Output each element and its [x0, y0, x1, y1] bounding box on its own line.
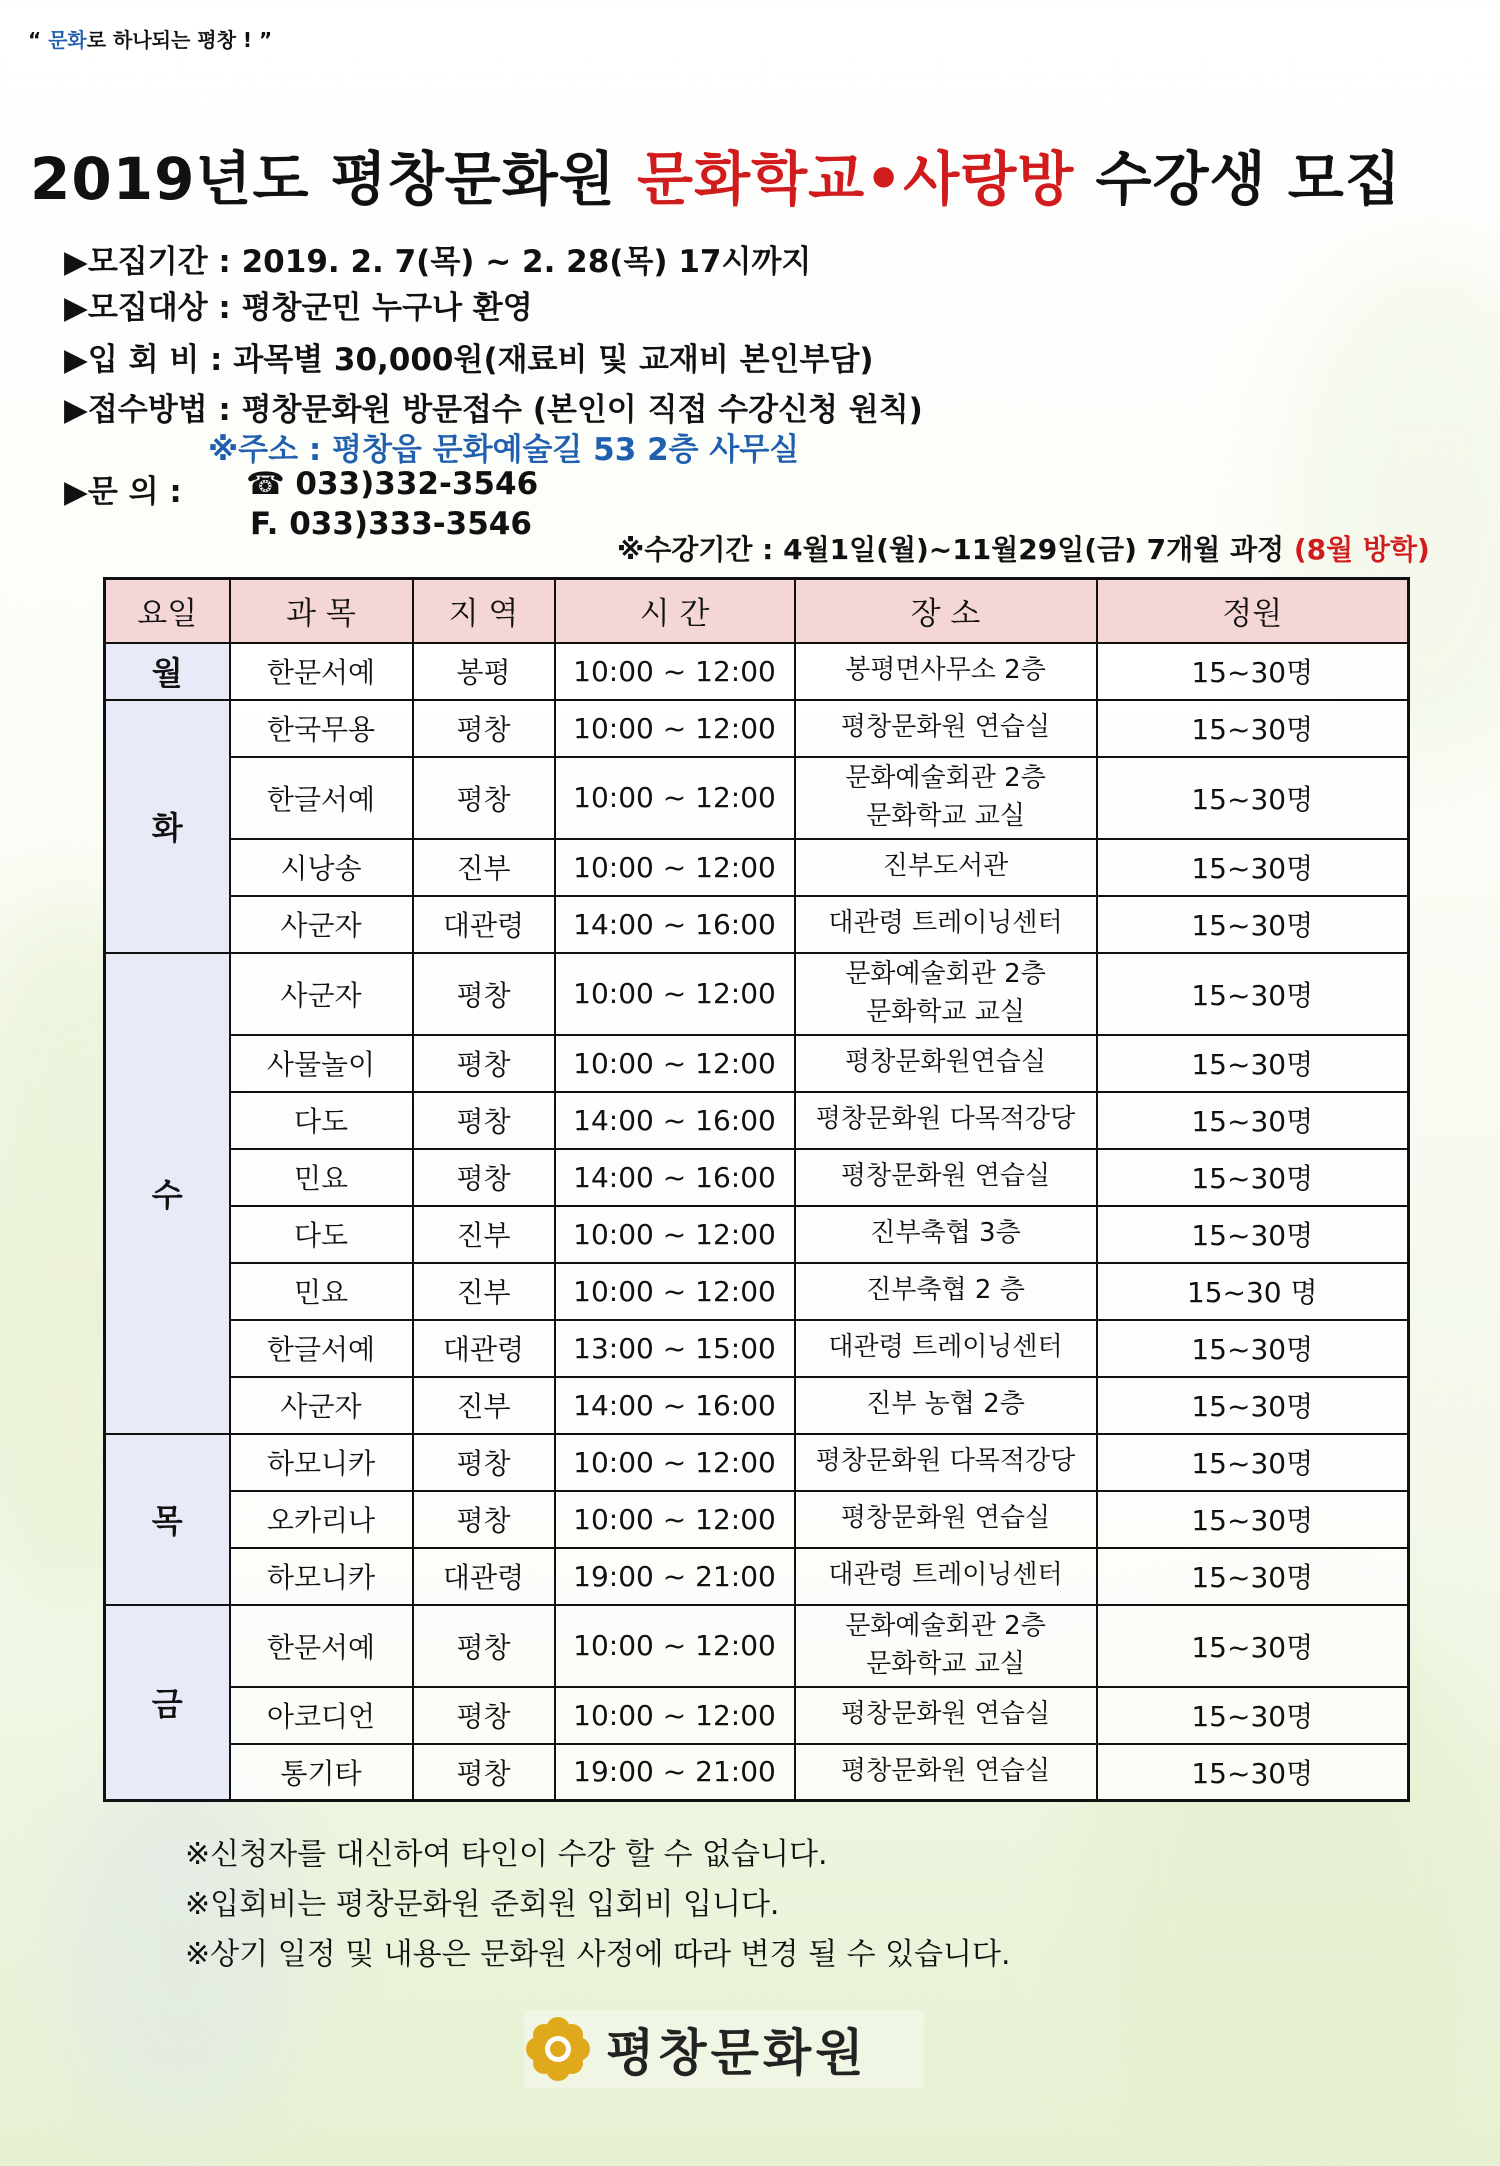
subject-cell: 사물놀이: [230, 1035, 413, 1092]
subject-cell: 하모니카: [230, 1548, 413, 1605]
subject-cell: 다도: [230, 1092, 413, 1149]
subject-cell: 다도: [230, 1206, 413, 1263]
column-header: 정원: [1097, 579, 1409, 643]
table-row: [105, 1491, 1409, 1548]
time-cell: 14:00 ~ 16:00: [555, 896, 795, 953]
capacity-cell: 15~30명: [1097, 953, 1409, 1035]
time-cell: 19:00 ~ 21:00: [555, 1744, 795, 1801]
region-cell: 진부: [413, 1377, 555, 1434]
day-cell: 수: [105, 953, 230, 1434]
time-cell: 14:00 ~ 16:00: [555, 1092, 795, 1149]
subject-cell: 사군자: [230, 953, 413, 1035]
vacation-note: (8월 방학): [1293, 533, 1430, 566]
schedule-table: [103, 577, 1410, 1802]
region-cell: 평창: [413, 757, 555, 839]
region-cell: 대관령: [413, 1320, 555, 1377]
capacity-cell: 15~30명: [1097, 700, 1409, 757]
table-row: [105, 1434, 1409, 1491]
subject-cell: 하모니카: [230, 1434, 413, 1491]
place-cell: 평창문화원 연습실: [795, 1744, 1097, 1801]
note-item: ※입회비는 평창문화원 준회원 입회비 입니다.: [185, 1887, 780, 1922]
info-address: ※주소 : 평창읍 문화예술길 53 2층 사무실: [208, 432, 800, 468]
table-header-row: [105, 579, 1409, 643]
capacity-cell: 15~30명: [1097, 1434, 1409, 1491]
region-cell: 평창: [413, 1491, 555, 1548]
subject-cell: 민요: [230, 1263, 413, 1320]
region-cell: 대관령: [413, 896, 555, 953]
subject-cell: 시낭송: [230, 839, 413, 896]
capacity-cell: 15~30명: [1097, 1035, 1409, 1092]
place-cell: 대관령 트레이닝센터: [795, 896, 1097, 953]
table-row: [105, 1744, 1409, 1801]
notes: [185, 1830, 1011, 1980]
capacity-cell: 15~30명: [1097, 643, 1409, 700]
place-cell: 평창문화원 다목적강당: [795, 1434, 1097, 1491]
time-cell: 10:00 ~ 12:00: [555, 1263, 795, 1320]
subject-cell: 사군자: [230, 896, 413, 953]
time-cell: 14:00 ~ 16:00: [555, 1149, 795, 1206]
place-cell: 문화예술회관 2층 문화학교 교실: [795, 1605, 1097, 1687]
info-recruit-period: ▶모집기간 : 2019. 2. 7(목) ~ 2. 28(목) 17시까지: [64, 244, 812, 280]
table-row: [105, 1035, 1409, 1092]
capacity-cell: 15~30명: [1097, 757, 1409, 839]
place-cell: 평창문화원연습실: [795, 1035, 1097, 1092]
place-cell: 봉평면사무소 2층: [795, 643, 1097, 700]
column-header: 시 간: [555, 579, 795, 643]
place-cell: 진부축협 3층: [795, 1206, 1097, 1263]
table-row: [105, 1548, 1409, 1605]
course-period-text: ※수강기간 : 4월1일(월)~11월29일(금) 7개월 과정: [617, 533, 1294, 566]
time-cell: 10:00 ~ 12:00: [555, 700, 795, 757]
table-row: [105, 1263, 1409, 1320]
table-row: [105, 839, 1409, 896]
region-cell: 평창: [413, 1035, 555, 1092]
time-cell: 10:00 ~ 12:00: [555, 1491, 795, 1548]
day-cell: 화: [105, 700, 230, 953]
note-item: ※신청자를 대신하여 타인이 수강 할 수 없습니다.: [185, 1837, 828, 1872]
day-cell: 월: [105, 643, 230, 700]
capacity-cell: 15~30명: [1097, 1687, 1409, 1744]
time-cell: 10:00 ~ 12:00: [555, 1687, 795, 1744]
table-row: [105, 1149, 1409, 1206]
slogan-open-quote: “: [28, 28, 49, 52]
table-row: [105, 1377, 1409, 1434]
column-header: 요일: [105, 579, 230, 643]
region-cell: 평창: [413, 1092, 555, 1149]
capacity-cell: 15~30명: [1097, 896, 1409, 953]
place-cell: 평창문화원 연습실: [795, 700, 1097, 757]
info-entry-fee: ▶입 회 비 : 과목별 30,000원(재료비 및 교재비 본인부담): [64, 342, 874, 378]
time-cell: 10:00 ~ 12:00: [555, 1035, 795, 1092]
column-header: 장 소: [795, 579, 1097, 643]
capacity-cell: 15~30명: [1097, 1744, 1409, 1801]
place-cell: 진부도서관: [795, 839, 1097, 896]
place-cell: 평창문화원 연습실: [795, 1491, 1097, 1548]
table-row: [105, 1320, 1409, 1377]
subject-cell: 한문서예: [230, 643, 413, 700]
region-cell: 대관령: [413, 1548, 555, 1605]
place-cell: 평창문화원 다목적강당: [795, 1092, 1097, 1149]
note-item: ※상기 일정 및 내용은 문화원 사정에 따라 변경 될 수 있습니다.: [185, 1937, 1011, 1972]
region-cell: 봉평: [413, 643, 555, 700]
table-row: [105, 896, 1409, 953]
place-cell: 문화예술회관 2층 문화학교 교실: [795, 953, 1097, 1035]
page-title: [30, 132, 1480, 216]
table-row: [105, 643, 1409, 700]
subject-cell: 민요: [230, 1149, 413, 1206]
capacity-cell: 15~30명: [1097, 1092, 1409, 1149]
capacity-cell: 15~30명: [1097, 1206, 1409, 1263]
column-header: 과 목: [230, 579, 413, 643]
title-part1: 2019년도 평창문화원: [30, 145, 638, 213]
table-row: [105, 1687, 1409, 1744]
place-cell: 평창문화원 연습실: [795, 1687, 1097, 1744]
title-highlight: 문화학교•사랑방: [637, 145, 1075, 213]
time-cell: 10:00 ~ 12:00: [555, 839, 795, 896]
capacity-cell: 15~30명: [1097, 1149, 1409, 1206]
organization-logo: [524, 2010, 924, 2088]
table-row: [105, 1605, 1409, 1687]
subject-cell: 사군자: [230, 1377, 413, 1434]
table-row: [105, 1092, 1409, 1149]
subject-cell: 아코디언: [230, 1687, 413, 1744]
day-cell: 금: [105, 1605, 230, 1801]
subject-cell: 한글서예: [230, 1320, 413, 1377]
time-cell: 10:00 ~ 12:00: [555, 757, 795, 839]
time-cell: 10:00 ~ 12:00: [555, 1434, 795, 1491]
region-cell: 평창: [413, 1149, 555, 1206]
slogan-rest: 로 하나되는 평창 ! ”: [86, 28, 273, 52]
logo-text: 평창문화원: [606, 2023, 868, 2082]
table-row: [105, 757, 1409, 839]
capacity-cell: 15~30명: [1097, 1491, 1409, 1548]
column-header: 지 역: [413, 579, 555, 643]
time-cell: 10:00 ~ 12:00: [555, 1206, 795, 1263]
capacity-cell: 15~30명: [1097, 1548, 1409, 1605]
flower-emblem-icon: [524, 2015, 592, 2083]
region-cell: 평창: [413, 1687, 555, 1744]
info-fax: F. 033)333-3546: [250, 506, 532, 542]
place-cell: 진부 농협 2층: [795, 1377, 1097, 1434]
region-cell: 평창: [413, 1744, 555, 1801]
capacity-cell: 15~30명: [1097, 1377, 1409, 1434]
table-row: [105, 953, 1409, 1035]
time-cell: 10:00 ~ 12:00: [555, 1605, 795, 1687]
info-recruit-target: ▶모집대상 : 평창군민 누구나 환영: [64, 290, 533, 326]
place-cell: 문화예술회관 2층 문화학교 교실: [795, 757, 1097, 839]
title-part2: 수강생 모집: [1074, 145, 1402, 213]
day-cell: 목: [105, 1434, 230, 1605]
subject-cell: 오카리나: [230, 1491, 413, 1548]
region-cell: 평창: [413, 700, 555, 757]
time-cell: 14:00 ~ 16:00: [555, 1377, 795, 1434]
subject-cell: 한문서예: [230, 1605, 413, 1687]
subject-cell: 통기타: [230, 1744, 413, 1801]
place-cell: 진부축협 2 층: [795, 1263, 1097, 1320]
slogan-highlight: 문화: [48, 28, 87, 52]
info-contact-label: ▶문 의 :: [64, 474, 182, 510]
region-cell: 평창: [413, 1605, 555, 1687]
table-row: [105, 700, 1409, 757]
region-cell: 진부: [413, 1206, 555, 1263]
time-cell: 10:00 ~ 12:00: [555, 953, 795, 1035]
region-cell: 평창: [413, 953, 555, 1035]
place-cell: 평창문화원 연습실: [795, 1149, 1097, 1206]
time-cell: 13:00 ~ 15:00: [555, 1320, 795, 1377]
time-cell: 19:00 ~ 21:00: [555, 1548, 795, 1605]
capacity-cell: 15~30 명: [1097, 1263, 1409, 1320]
capacity-cell: 15~30명: [1097, 1605, 1409, 1687]
time-cell: 10:00 ~ 12:00: [555, 643, 795, 700]
info-phone: ☎ 033)332-3546: [246, 466, 539, 502]
info-course-period: [617, 528, 1430, 568]
slogan: [28, 24, 272, 53]
capacity-cell: 15~30명: [1097, 839, 1409, 896]
subject-cell: 한글서예: [230, 757, 413, 839]
table-row: [105, 1206, 1409, 1263]
place-cell: 대관령 트레이닝센터: [795, 1548, 1097, 1605]
region-cell: 진부: [413, 839, 555, 896]
capacity-cell: 15~30명: [1097, 1320, 1409, 1377]
subject-cell: 한국무용: [230, 700, 413, 757]
region-cell: 진부: [413, 1263, 555, 1320]
schedule-table-body: [105, 643, 1409, 1801]
info-apply-method: ▶접수방법 : 평창문화원 방문접수 (본인이 직접 수강신청 원칙): [64, 392, 923, 428]
place-cell: 대관령 트레이닝센터: [795, 1320, 1097, 1377]
region-cell: 평창: [413, 1434, 555, 1491]
